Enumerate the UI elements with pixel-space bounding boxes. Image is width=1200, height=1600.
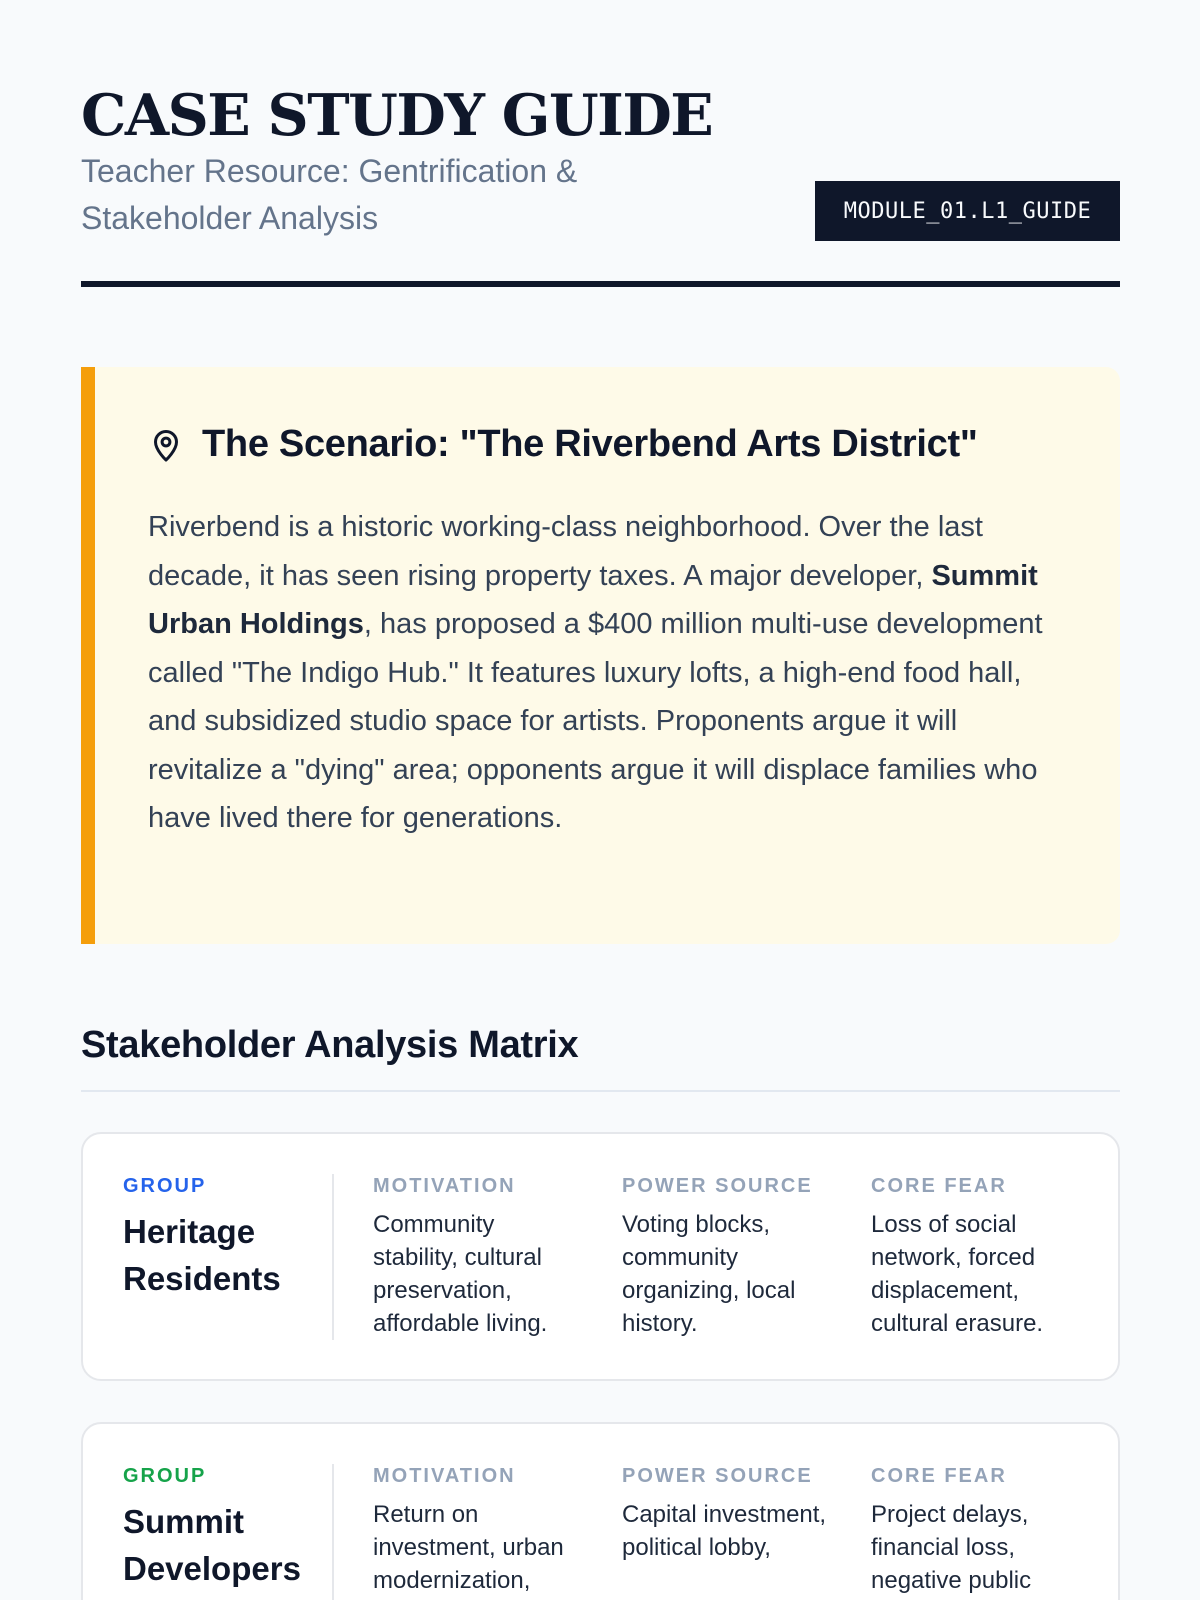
developer-name: Summit Urban Holdings bbox=[148, 559, 1038, 640]
motivation-text: Return on investment, urban modernization, bbox=[373, 1501, 564, 1594]
core-fear-label: CORE FEAR bbox=[871, 1465, 1007, 1487]
power-source-column bbox=[622, 1464, 832, 1564]
core-fear-text: Loss of social network, forced displacement, cultural erasure. bbox=[871, 1211, 1044, 1337]
page-header bbox=[81, 0, 1120, 288]
module-code-badge: MODULE_01.L1_GUIDE bbox=[815, 181, 1120, 241]
motivation-text: Community stability, cultural preservation, affordable living. bbox=[373, 1211, 548, 1337]
page-subtitle: Teacher Resource: Gentrification & Stakeholder Analysis bbox=[81, 153, 578, 236]
page-title: CASE STUDY GUIDE bbox=[81, 82, 713, 149]
scenario-callout bbox=[81, 367, 1120, 944]
group-column bbox=[123, 1174, 328, 1302]
power-source-text: Capital investment, political lobby, bbox=[622, 1501, 827, 1561]
stakeholder-card bbox=[81, 1132, 1120, 1381]
matrix-title: Stakeholder Analysis Matrix bbox=[81, 1024, 579, 1066]
scenario-body bbox=[148, 503, 1068, 843]
core-fear-text: Project delays, financial loss, negative public bbox=[871, 1501, 1032, 1594]
group-name: Heritage Residents bbox=[123, 1213, 281, 1297]
header-divider bbox=[81, 281, 1120, 287]
motivation-column bbox=[373, 1174, 583, 1340]
motivation-label: MOTIVATION bbox=[373, 1175, 516, 1197]
power-source-label: POWER SOURCE bbox=[622, 1175, 813, 1197]
motivation-column bbox=[373, 1464, 583, 1597]
power-source-column bbox=[622, 1174, 832, 1340]
group-name: Summit Developers bbox=[123, 1503, 301, 1587]
scenario-title: The Scenario: "The Riverbend Arts District" bbox=[202, 423, 978, 465]
stakeholder-card bbox=[81, 1422, 1120, 1600]
power-source-label: POWER SOURCE bbox=[622, 1465, 813, 1487]
case-study-page bbox=[81, 0, 1120, 1594]
column-divider bbox=[332, 1464, 334, 1600]
map-pin-icon bbox=[148, 425, 184, 465]
motivation-label: MOTIVATION bbox=[373, 1465, 516, 1487]
scenario-text-part2: , has proposed a $400 million multi-use development called "The Indigo Hub." It features luxury lofts, a high-end food hall, and subsidized studio space for artists. Proponents argue it will revitalize a "dying" area; opponents argue it will displace families who have lived there for generations. bbox=[148, 608, 1043, 834]
matrix-divider bbox=[81, 1090, 1120, 1092]
core-fear-column bbox=[871, 1464, 1081, 1597]
group-label: GROUP bbox=[123, 1465, 207, 1487]
group-label: GROUP bbox=[123, 1175, 207, 1197]
scenario-header bbox=[148, 423, 978, 466]
core-fear-column bbox=[871, 1174, 1081, 1340]
column-divider bbox=[332, 1174, 334, 1340]
power-source-text: Voting blocks, community organizing, local history. bbox=[622, 1211, 796, 1337]
scenario-text-part1: Riverbend is a historic working-class neighborhood. Over the last decade, it has seen rising property taxes. A major developer, bbox=[148, 511, 983, 592]
core-fear-label: CORE FEAR bbox=[871, 1175, 1007, 1197]
group-column bbox=[123, 1464, 328, 1592]
